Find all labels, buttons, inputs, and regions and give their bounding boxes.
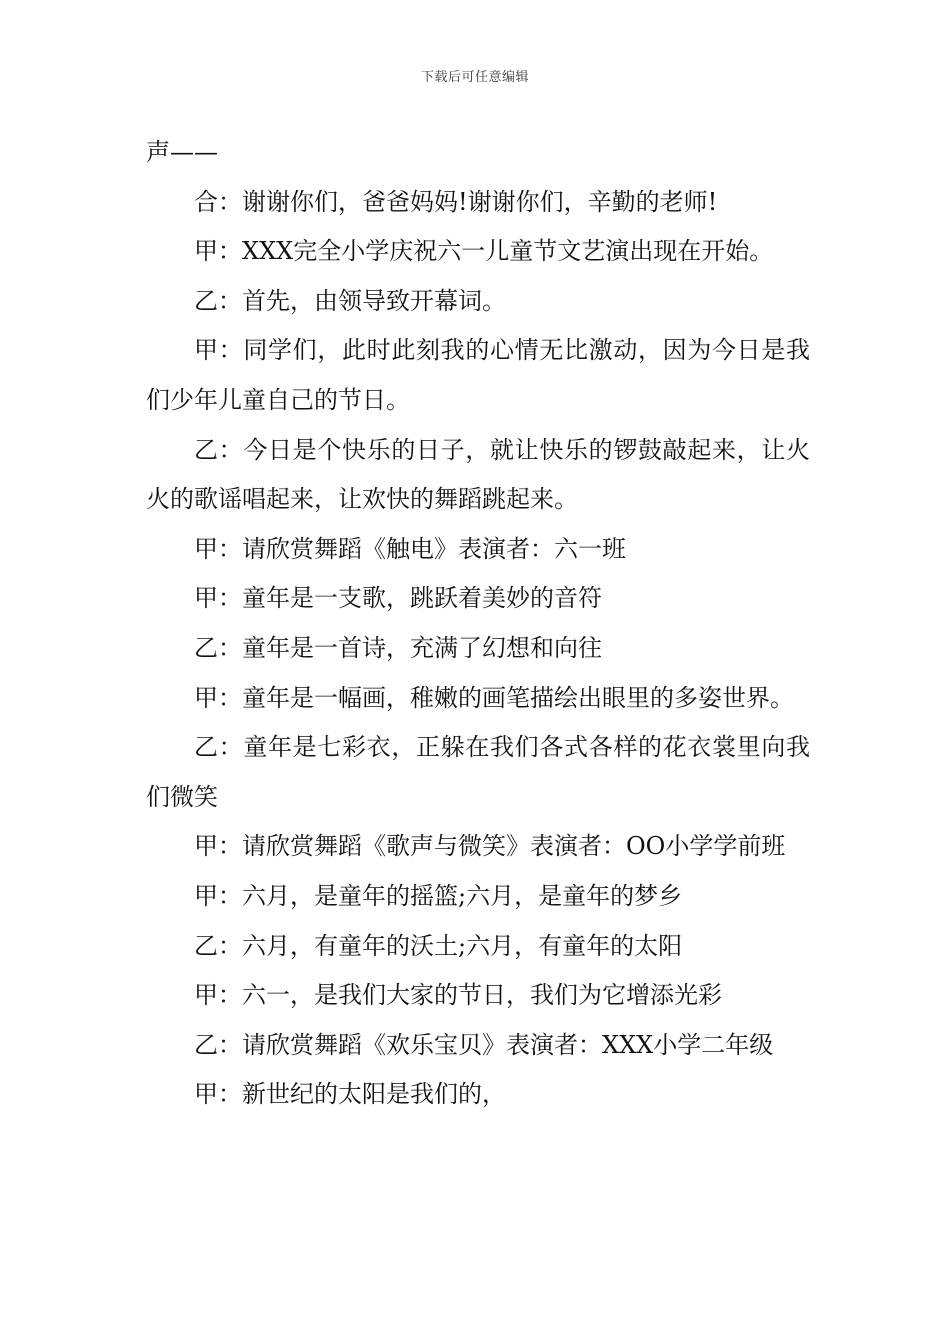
paragraph: 乙：请欣赏舞蹈《欢乐宝贝》表演者：XXX小学二年级 [194,1030,774,1059]
paragraph: 甲：同学们，此时此刻我的心情无比激动，因为今日是我们少年儿童自己的节日。 [146,336,810,414]
paragraph: 甲：童年是一幅画，稚嫩的画笔描绘出眼里的多姿世界。 [194,683,794,712]
paragraph: 甲：六一，是我们大家的节日，我们为它增添光彩 [194,981,722,1010]
paragraph: 甲：XXX完全小学庆祝六一儿童节文艺演出现在开始。 [194,237,774,266]
paragraph: 乙：今日是个快乐的日子，就让快乐的锣鼓敲起来，让火火的歌谣唱起来，让欢快的舞蹈跳起来。 [146,435,810,514]
paragraph: 乙：首先，由领导致开幕词。 [194,286,506,315]
paragraph: 乙：童年是七彩衣，正躲在我们各式各样的花衣裳里向我们微笑 [146,733,810,811]
paragraph: 乙：童年是一首诗，充满了幻想和向往 [194,633,602,662]
paragraph: 声—— [146,138,218,166]
paragraph: 甲：请欣赏舞蹈《触电》表演者：六一班 [194,534,626,563]
paragraph: 乙：六月，有童年的沃土;六月，有童年的太阳 [194,931,683,960]
paragraph: 甲：新世纪的太阳是我们的， [194,1080,506,1109]
paragraph: 甲：童年是一支歌，跳跃着美妙的音符 [194,584,602,613]
paragraph: 合：谢谢你们，爸爸妈妈!谢谢你们，辛勤的老师! [194,187,718,216]
page-header-note: 下载后可任意编辑 [420,70,529,85]
paragraph: 甲：请欣赏舞蹈《歌声与微笑》表演者：OO小学学前班 [194,832,786,861]
document-body [146,128,810,1120]
paragraph: 甲：六月，是童年的摇篮;六月，是童年的梦乡 [194,881,683,910]
